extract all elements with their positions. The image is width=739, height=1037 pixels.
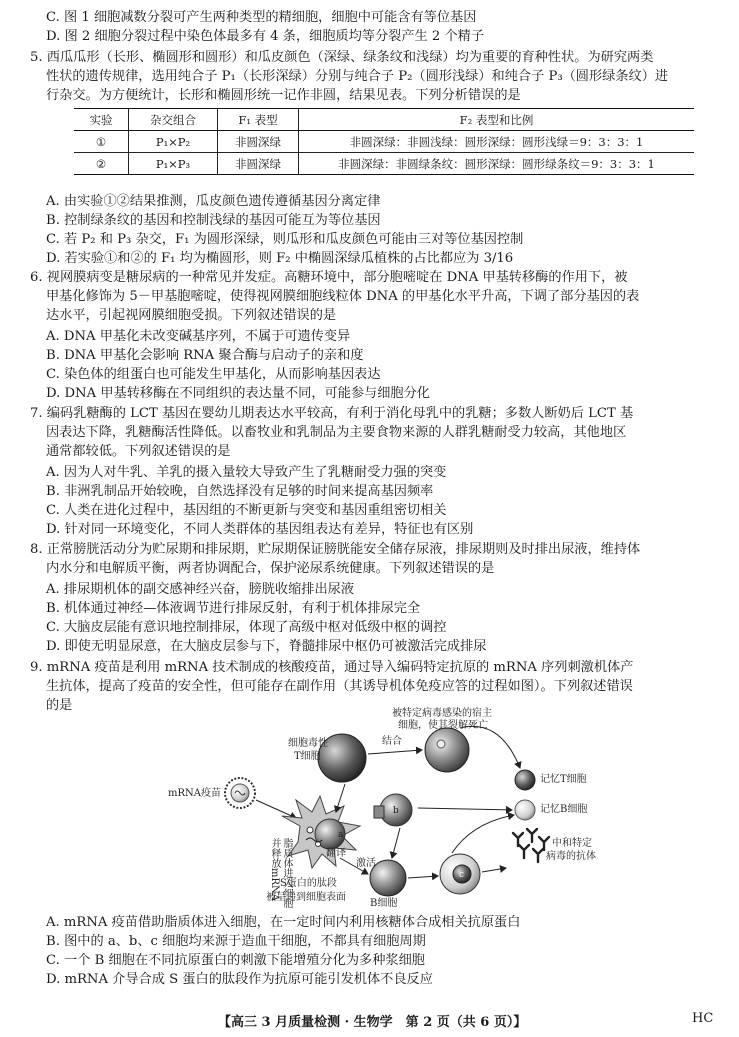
q5-option-b: B. 控制绿条纹的基因和控制浅绿的基因可能互为等位基因 [46, 213, 381, 228]
option-d-prev: D. 图 2 细胞分裂过程中染色体最多有 4 条，细胞质均等分裂产生 2 个精子 [46, 29, 485, 44]
label-spike-1: S蛋白的肽段 [280, 878, 337, 889]
label-b-cell: B细胞 [370, 898, 398, 909]
q6-option-a: A. DNA 甲基化未改变碱基序列，不属于可遗传变异 [46, 329, 351, 344]
table-cell: P₁×P₃ [129, 153, 218, 175]
label-cell-b: b [393, 806, 399, 816]
q9-option-a: A. mRNA 疫苗借助脂质体进入细胞，在一定时间内利用核糖体合成相关抗原蛋白 [46, 915, 521, 930]
label-mrna-vaccine: mRNA疫苗 [168, 788, 221, 799]
q8-option-c: C. 大脑皮层能有意识地控制排尿，体现了高级中枢对低级中枢的调控 [46, 620, 447, 635]
antibody-icon [513, 829, 549, 862]
liposome-vaccine-icon [225, 778, 255, 808]
table-cell: ① [74, 131, 129, 153]
q9-option-b: B. 图中的 a、b、c 细胞均来源于造血干细胞，不都具有细胞周期 [46, 934, 426, 949]
table-cell: 非圆深绿 [218, 131, 299, 153]
label-ctl-1: 细胞毒性 [288, 738, 328, 749]
q7-option-b: B. 非洲乳制品开始较晚，自然选择没有足够的时间来提高基因频率 [46, 484, 434, 499]
q5-option-d: D. 若实验①和②的 F₁ 均为椭圆形，则 F₂ 中椭圆深绿瓜植株的占比都应为 3/16 [46, 251, 514, 266]
label-memory-t: 记忆T细胞 [540, 774, 587, 785]
q7-stem-line-1: 7. 编码乳糖酶的 LCT 基因在婴幼儿期表达水平较高，有利于消化母乳中的乳糖；多数人断奶后 LCT 基 [30, 406, 634, 421]
label-ctl-2: T细胞 [294, 751, 321, 762]
label-bind: 结合 [382, 736, 402, 747]
infected-host-cell-icon [425, 728, 469, 772]
memory-b-cell-icon [515, 800, 535, 820]
label-antibody-1: 中和特定 [552, 838, 592, 849]
q5-stem-line-1: 5. 西瓜瓜形（长形、椭圆形和圆形）和瓜皮颜色（深绿、绿条纹和浅绿）均为重要的育种性状。为研究两类 [30, 50, 654, 65]
q6-option-d: D. DNA 甲基转移酶在不同组织的表达量不同，可能参与细胞分化 [46, 386, 430, 401]
table-header-cross: 杂交组合 [129, 109, 218, 131]
table-header-f1: F₁ 表型 [218, 109, 299, 131]
label-infected-2: 细胞，使其裂解死亡 [398, 720, 488, 731]
immune-response-figure [160, 708, 720, 908]
q5-stem-line-2: 性状的遗传规律，选用纯合子 P₁（长形深绿）分别与纯合子 P₂（圆形浅绿）和纯合子 P₃（圆形绿条纹）进 [46, 69, 669, 84]
label-translation: 翻译 [326, 848, 346, 859]
q7-option-c: C. 人类在进化过程中，基因组的不断更新与突变和基因重组密切相关 [46, 503, 447, 518]
q9-stem-line-2: 生抗体，提高了疫苗的安全性，但可能存在副作用（其诱导机体免疫应答的过程如图）。下列叙述错误 [46, 679, 633, 694]
q7-stem-line-3: 通常都较低。下列叙述错误的是 [46, 444, 231, 459]
q7-option-a: A. 因为人对牛乳、羊乳的摄入量较大导致产生了乳糖耐受力强的突变 [46, 465, 447, 480]
table-header-experiment: 实验 [74, 109, 129, 131]
label-spike-2: 被呈递到细胞表面 [266, 892, 346, 903]
label-cell-c: c [459, 870, 465, 880]
label-liposome-entry-1: 脂质体进入细胞 [281, 838, 292, 908]
table-cell: P₁×P₂ [129, 131, 218, 153]
q8-option-a: A. 排尿期机体的副交感神经兴奋，膀胱收缩排出尿液 [46, 582, 355, 597]
q7-stem-line-2: 因表达下降，乳糖酶活性降低。以畜牧业和乳制品为主要食物来源的人群乳糖耐受力较高，其他地区 [46, 425, 627, 440]
figure-drawing [160, 708, 720, 908]
q6-option-b: B. DNA 甲基化会影响 RNA 聚合酶与启动子的亲和度 [46, 348, 364, 363]
table-row [74, 131, 694, 153]
q9-stem-line-1: 9. mRNA 疫苗是利用 mRNA 技术制成的核酸疫苗，通过导入编码特定抗原的 mRNA 序列刺激机体产 [30, 660, 634, 675]
label-antibody-2: 病毒的抗体 [546, 851, 596, 862]
q5-option-a: A. 由实验①②结果推测，瓜皮颜色遗传遵循基因分离定律 [46, 194, 381, 209]
option-c-prev: C. 图 1 细胞减数分裂可产生两种类型的精细胞，细胞中可能含有等位基因 [46, 10, 477, 25]
q5-option-c: C. 若 P₂ 和 P₃ 杂交，F₁ 为圆形深绿，则瓜形和瓜皮颜色可能由三对等位基因控制 [46, 232, 524, 247]
q6-option-c: C. 染色体的组蛋白也可能发生甲基化，从而影响基因表达 [46, 367, 381, 382]
footer-code: HC [692, 1011, 714, 1026]
table-cell: 非圆深绿 [218, 153, 299, 175]
q9-stem-line-3: 的是 [46, 698, 73, 713]
label-cell-a: a [338, 830, 344, 840]
antigen-presenting-cell-icon [282, 796, 360, 868]
label-liposome-entry-2: 并释放mRNA [269, 838, 280, 901]
q9-option-c: C. 一个 B 细胞在不同抗原蛋白的刺激下能增殖分化为多种浆细胞 [46, 953, 425, 968]
q8-stem-line-1: 8. 正常膀胱活动分为贮尿期和排尿期，贮尿期保证膀胱能安全储存尿液，排尿期则及时排出尿液，维持体 [30, 542, 641, 557]
label-infected-1: 被特定病毒感染的宿主 [392, 708, 492, 719]
q7-option-d: D. 针对同一环境变化，不同人类群体的基因组表达有差异，特征也有区别 [46, 522, 474, 537]
label-activate: 激活 [356, 858, 376, 869]
q8-option-d: D. 即使无明显尿意，在大脑皮层参与下，脊髓排尿中枢仍可被激活完成排尿 [46, 639, 487, 654]
q6-stem-line-3: 达水平，引起视网膜细胞受损。下列叙述错误的是 [46, 308, 337, 323]
table-cell: ② [74, 153, 129, 175]
q5-stem-line-3: 行杂交。为方便统计，长形和椭圆形统一记作非圆，结果见表。下列分析错误的是 [46, 88, 521, 103]
table-header-f2: F₂ 表型和比例 [299, 109, 695, 131]
table-cell: 非圆深绿：非圆绿条纹：圆形深绿：圆形绿条纹＝9：3：3：1 [299, 153, 695, 175]
memory-t-cell-icon [515, 770, 535, 790]
q8-stem-line-2: 内水分和电解质平衡，两者协调配合，保护泌尿系统健康。下列叙述错误的是 [46, 561, 495, 576]
q6-stem-line-2: 甲基化修饰为 5－甲基胞嘧啶，使得视网膜细胞线粒体 DNA 的甲基化水平升高，下调了部分基因的表 [46, 289, 640, 304]
q8-option-b: B. 机体通过神经—体液调节进行排尿反射，有利于机体排尿完全 [46, 601, 421, 616]
table-cell: 非圆深绿：非圆浅绿：圆形深绿：圆形浅绿＝9：3：3：1 [299, 131, 695, 153]
table-row [74, 153, 694, 175]
q6-stem-line-1: 6. 视网膜病变是糖尿病的一种常见并发症。高糖环境中，部分胞嘧啶在 DNA 甲基转移酶的作用下，被 [30, 270, 628, 285]
label-memory-b: 记忆B细胞 [540, 804, 588, 815]
page-footer: 【高三 3 月质量检测 · 生物学 第 2 页（共 6 页）】 [218, 1015, 527, 1030]
q9-option-d: D. mRNA 介导合成 S 蛋白的肽段作为抗原可能引发机体不良反应 [46, 972, 433, 987]
q5-results-table [74, 108, 694, 175]
